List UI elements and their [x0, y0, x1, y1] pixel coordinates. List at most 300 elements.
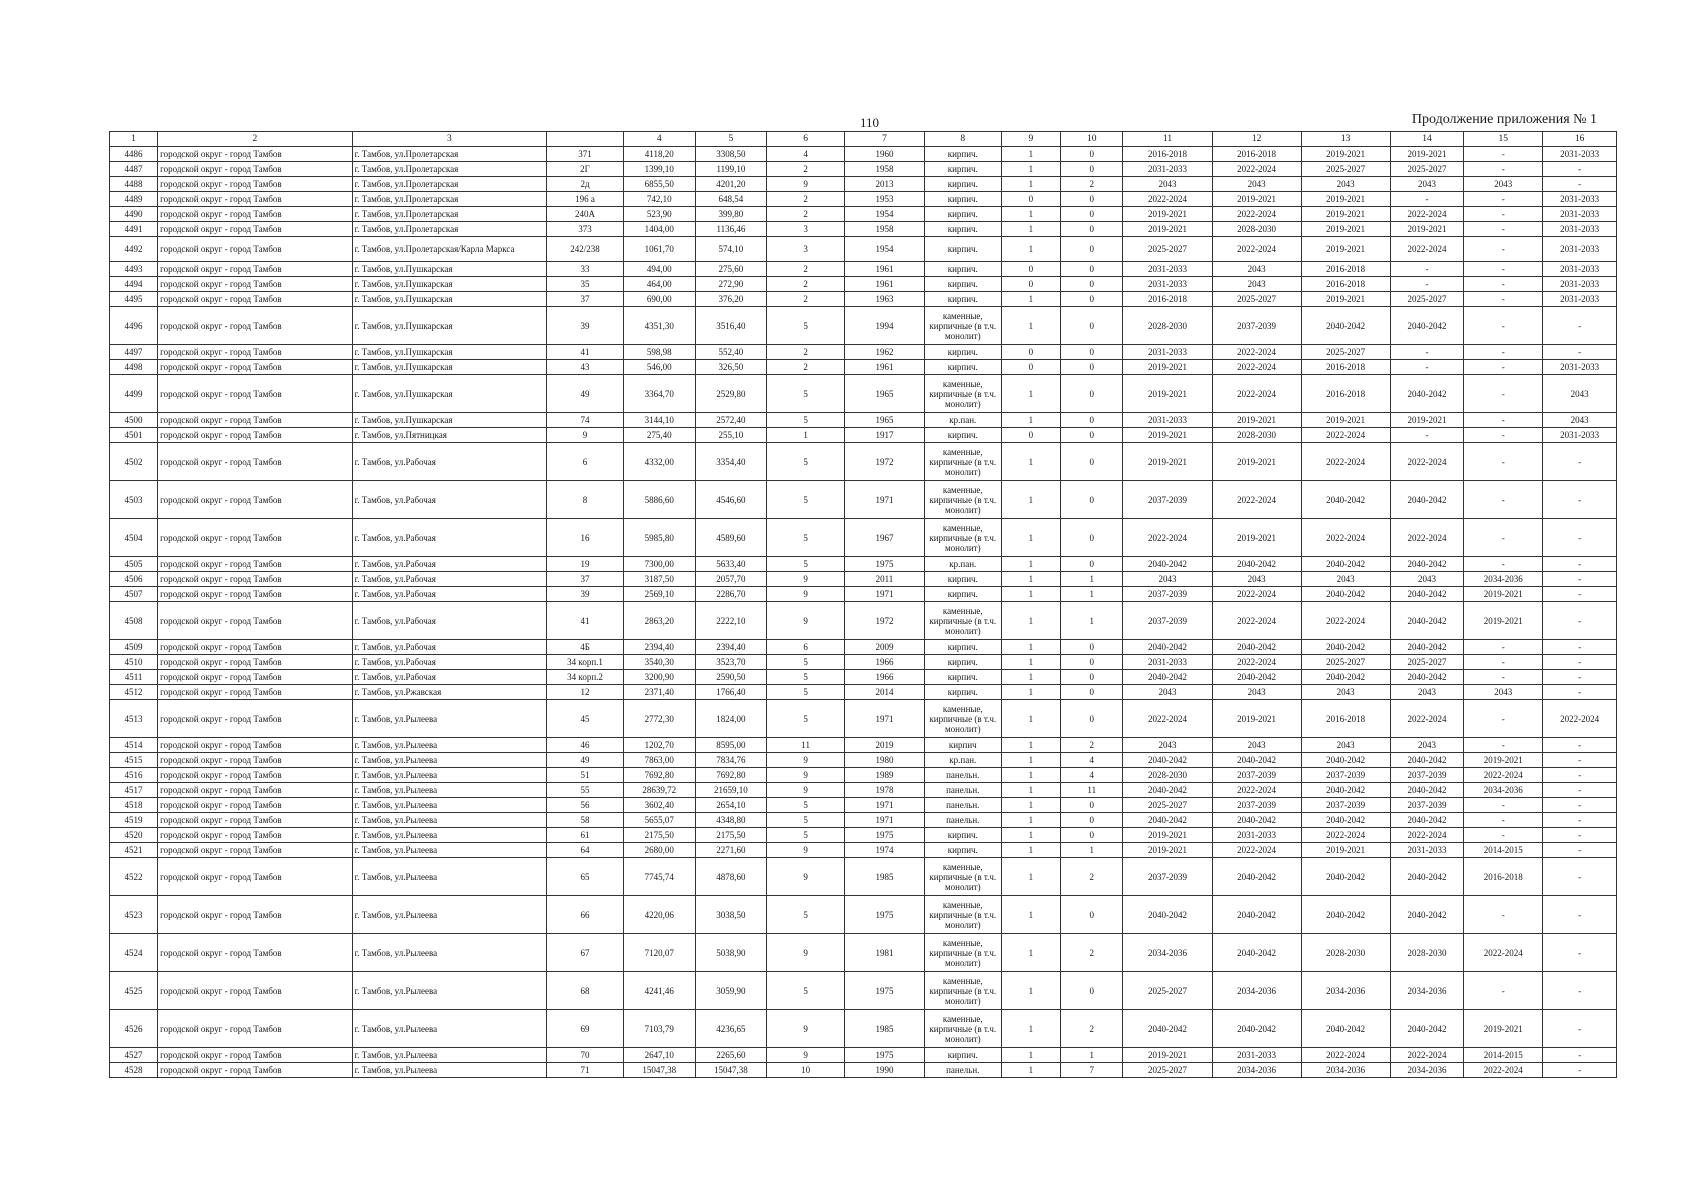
table-cell: 2040-2042 [1123, 896, 1212, 934]
table-cell: 2040-2042 [1212, 858, 1301, 896]
table-cell: 2031-2033 [1543, 428, 1617, 443]
table-cell: 2019-2021 [1464, 753, 1543, 768]
table-cell: 4499 [110, 375, 158, 413]
table-cell: 0 [1061, 670, 1123, 685]
column-header: 2 [158, 132, 353, 147]
table-cell: кирпич. [924, 222, 1001, 237]
table-cell: 2037-2039 [1212, 798, 1301, 813]
table-cell: 0 [1061, 443, 1123, 481]
table-cell: 1975 [845, 896, 925, 934]
table-cell: г. Тамбов, ул.Пятницкая [352, 428, 547, 443]
table-cell: - [1464, 192, 1543, 207]
table-cell: 4528 [110, 1063, 158, 1078]
table-cell: - [1543, 640, 1617, 655]
table-cell: 1985 [845, 858, 925, 896]
table-cell: 21659,10 [695, 783, 767, 798]
table-cell: кирпич. [924, 292, 1001, 307]
table-cell: 2031-2033 [1543, 237, 1617, 262]
table-cell: 2022-2024 [1212, 481, 1301, 519]
table-cell: 2019-2021 [1464, 602, 1543, 640]
column-header: 11 [1123, 132, 1212, 147]
table-cell: 4501 [110, 428, 158, 443]
housing-registry-table [109, 131, 1617, 1078]
table-cell: - [1464, 307, 1543, 345]
table-cell: 242/238 [547, 237, 624, 262]
table-cell: 2043 [1390, 738, 1464, 753]
table-cell: 1 [1001, 843, 1060, 858]
table-cell: 2034-2036 [1464, 783, 1543, 798]
table-cell: 69 [547, 1010, 624, 1048]
table-cell: 5 [767, 685, 845, 700]
table-cell: - [1390, 428, 1464, 443]
table-cell: 0 [1061, 262, 1123, 277]
table-cell: 4526 [110, 1010, 158, 1048]
table-row [110, 1048, 1617, 1063]
table-cell: - [1464, 481, 1543, 519]
table-cell: 2043 [1390, 685, 1464, 700]
table-cell: 9 [767, 1010, 845, 1048]
table-cell: 4498 [110, 360, 158, 375]
table-cell: 49 [547, 375, 624, 413]
table-cell: 2016-2018 [1464, 858, 1543, 896]
table-cell: 2569,10 [623, 587, 695, 602]
table-cell: 2043 [1212, 262, 1301, 277]
table-cell: 2016-2018 [1301, 700, 1390, 738]
table-cell: городской округ - город Тамбов [158, 222, 353, 237]
table-cell: 2863,20 [623, 602, 695, 640]
table-cell: 2040-2042 [1390, 640, 1464, 655]
table-cell: 1953 [845, 192, 925, 207]
table-row [110, 768, 1617, 783]
table-cell: 2040-2042 [1301, 858, 1390, 896]
table-cell: городской округ - город Тамбов [158, 519, 353, 557]
table-cell: 2 [1061, 858, 1123, 896]
table-cell: 12 [547, 685, 624, 700]
table-cell: 2043 [1212, 572, 1301, 587]
table-cell: кирпич. [924, 237, 1001, 262]
table-cell: 4512 [110, 685, 158, 700]
table-row [110, 192, 1617, 207]
table-cell: 1 [1061, 843, 1123, 858]
table-cell: 2286,70 [695, 587, 767, 602]
table-cell: 1 [1001, 896, 1060, 934]
table-cell: 1975 [845, 828, 925, 843]
table-cell: 66 [547, 896, 624, 934]
table-cell: 2022-2024 [1212, 587, 1301, 602]
table-cell: 2016-2018 [1301, 262, 1390, 277]
table-cell: 2031-2033 [1123, 413, 1212, 428]
table-cell: 9 [767, 177, 845, 192]
table-cell: каменные, кирпичные (в т.ч. монолит) [924, 375, 1001, 413]
table-cell: 1917 [845, 428, 925, 443]
table-cell: 1136,46 [695, 222, 767, 237]
table-cell: 2034-2036 [1464, 572, 1543, 587]
table-cell: 0 [1061, 519, 1123, 557]
table-cell: 2037-2039 [1123, 587, 1212, 602]
table-cell: кирпич. [924, 685, 1001, 700]
table-cell: г. Тамбов, ул.Рылеева [352, 858, 547, 896]
table-cell: 55 [547, 783, 624, 798]
table-cell: 2022-2024 [1301, 443, 1390, 481]
table-cell: 1971 [845, 700, 925, 738]
column-header: 14 [1390, 132, 1464, 147]
table-cell: 4487 [110, 162, 158, 177]
table-cell: 4348,80 [695, 813, 767, 828]
table-cell: 5 [767, 798, 845, 813]
table-cell: 2 [767, 207, 845, 222]
table-cell: 1 [1001, 813, 1060, 828]
table-cell: городской округ - город Тамбов [158, 557, 353, 572]
table-cell: 0 [1001, 345, 1060, 360]
table-cell: г. Тамбов, ул.Ржавская [352, 685, 547, 700]
table-cell: кирпич. [924, 147, 1001, 162]
table-cell: 2019-2021 [1123, 428, 1212, 443]
table-cell: 2043 [1543, 375, 1617, 413]
table-cell: 2040-2042 [1301, 640, 1390, 655]
table-cell: каменные, кирпичные (в т.ч. монолит) [924, 700, 1001, 738]
table-cell: 2019-2021 [1212, 519, 1301, 557]
table-cell: 2022-2024 [1212, 602, 1301, 640]
table-cell: г. Тамбов, ул.Пушкарская [352, 262, 547, 277]
table-cell: 2037-2039 [1390, 798, 1464, 813]
table-cell: каменные, кирпичные (в т.ч. монолит) [924, 972, 1001, 1010]
table-cell: - [1464, 375, 1543, 413]
table-cell: каменные, кирпичные (в т.ч. монолит) [924, 443, 1001, 481]
table-cell: 68 [547, 972, 624, 1010]
table-cell: 3364,70 [623, 375, 695, 413]
table-cell: 1971 [845, 798, 925, 813]
table-cell: 2025-2027 [1301, 345, 1390, 360]
table-cell: 2016-2018 [1123, 292, 1212, 307]
table-cell: г. Тамбов, ул.Рабочая [352, 655, 547, 670]
page-number: 110 [860, 115, 880, 130]
column-header: 7 [845, 132, 925, 147]
table-cell: 2019-2021 [1464, 1010, 1543, 1048]
table-cell: 2031-2033 [1123, 277, 1212, 292]
table-cell: 4494 [110, 277, 158, 292]
table-cell: кирпич. [924, 640, 1001, 655]
table-cell: 4523 [110, 896, 158, 934]
table-cell: 2014-2015 [1464, 843, 1543, 858]
table-cell: 2019-2021 [1390, 222, 1464, 237]
table-cell: 9 [767, 587, 845, 602]
table-cell: - [1543, 896, 1617, 934]
table-cell: - [1464, 413, 1543, 428]
table-cell: 2022-2024 [1390, 443, 1464, 481]
table-cell: 67 [547, 934, 624, 972]
table-cell: 1824,00 [695, 700, 767, 738]
table-cell: 5 [767, 557, 845, 572]
table-cell: 2019-2021 [1123, 443, 1212, 481]
table-cell: 2031-2033 [1123, 162, 1212, 177]
table-cell: кирпич [924, 738, 1001, 753]
table-cell: - [1390, 192, 1464, 207]
table-cell: 4490 [110, 207, 158, 222]
table-cell: 70 [547, 1048, 624, 1063]
appendix-caption: Продолжение приложения № 1 [1411, 112, 1597, 127]
table-cell: городской округ - город Тамбов [158, 753, 353, 768]
table-cell: 2040-2042 [1301, 307, 1390, 345]
table-cell: городской округ - город Тамбов [158, 207, 353, 222]
table-cell: 2025-2027 [1390, 292, 1464, 307]
table-cell: - [1543, 572, 1617, 587]
table-cell: 2022-2024 [1212, 843, 1301, 858]
table-cell: г. Тамбов, ул.Рылеева [352, 843, 547, 858]
table-cell: 2022-2024 [1123, 700, 1212, 738]
table-cell: 5 [767, 896, 845, 934]
table-cell: г. Тамбов, ул.Пушкарская [352, 292, 547, 307]
table-cell: 2040-2042 [1301, 587, 1390, 602]
table-cell: 2022-2024 [1301, 1048, 1390, 1063]
table-cell: 2019-2021 [1212, 443, 1301, 481]
table-cell: 2016-2018 [1301, 277, 1390, 292]
table-cell: - [1464, 222, 1543, 237]
table-cell: 2019-2021 [1301, 207, 1390, 222]
table-cell: 2022-2024 [1212, 360, 1301, 375]
table-cell: 2019-2021 [1390, 413, 1464, 428]
table-row [110, 828, 1617, 843]
table-cell: 1981 [845, 934, 925, 972]
table-cell: 3308,50 [695, 147, 767, 162]
table-cell: городской округ - город Тамбов [158, 640, 353, 655]
table-cell: кр.пан. [924, 557, 1001, 572]
table-cell: 2019-2021 [1123, 843, 1212, 858]
table-cell: г. Тамбов, ул.Рабочая [352, 587, 547, 602]
table-cell: 4515 [110, 753, 158, 768]
table-cell: 1961 [845, 277, 925, 292]
column-header: 5 [695, 132, 767, 147]
table-cell: 2034-2036 [1212, 1063, 1301, 1078]
table-row [110, 345, 1617, 360]
table-cell: г. Тамбов, ул.Пушкарская [352, 413, 547, 428]
table-row [110, 519, 1617, 557]
table-cell: 0 [1061, 307, 1123, 345]
table-cell: 1 [1001, 768, 1060, 783]
table-cell: 2019-2021 [1123, 360, 1212, 375]
table-cell: - [1543, 587, 1617, 602]
table-cell: - [1464, 738, 1543, 753]
table-cell: 2031-2033 [1123, 655, 1212, 670]
table-cell: 1 [1061, 1048, 1123, 1063]
table-cell: 4497 [110, 345, 158, 360]
table-cell: 1 [1001, 753, 1060, 768]
table-cell: 2040-2042 [1212, 640, 1301, 655]
table-cell: 2043 [1123, 572, 1212, 587]
table-cell: 1 [1061, 587, 1123, 602]
table-cell: 598,98 [623, 345, 695, 360]
table-cell: 2647,10 [623, 1048, 695, 1063]
table-cell: 56 [547, 798, 624, 813]
table-cell: - [1543, 858, 1617, 896]
table-cell: 1 [1001, 237, 1060, 262]
table-cell: 2019-2021 [1212, 192, 1301, 207]
table-cell: 74 [547, 413, 624, 428]
table-cell: 1 [1001, 147, 1060, 162]
table-cell: 1061,70 [623, 237, 695, 262]
table-cell: городской округ - город Тамбов [158, 670, 353, 685]
table-cell: - [1464, 972, 1543, 1010]
table-cell: 326,50 [695, 360, 767, 375]
table-cell: 2019-2021 [1301, 413, 1390, 428]
table-cell: 2019-2021 [1390, 147, 1464, 162]
table-cell: г. Тамбов, ул.Рылеева [352, 1063, 547, 1078]
table-cell: 2019-2021 [1301, 237, 1390, 262]
table-cell: 10 [767, 1063, 845, 1078]
table-cell: - [1464, 428, 1543, 443]
table-cell: 2 [1061, 934, 1123, 972]
table-cell: городской округ - город Тамбов [158, 360, 353, 375]
table-cell: 2040-2042 [1301, 670, 1390, 685]
table-cell: 4518 [110, 798, 158, 813]
table-cell: - [1543, 768, 1617, 783]
table-cell: 4513 [110, 700, 158, 738]
table-cell: 1985 [845, 1010, 925, 1048]
table-cell: 1 [1001, 207, 1060, 222]
table-row [110, 572, 1617, 587]
table-cell: 1994 [845, 307, 925, 345]
table-cell: 2022-2024 [1543, 700, 1617, 738]
table-cell: 2011 [845, 572, 925, 587]
table-row [110, 277, 1617, 292]
table-cell: 2680,00 [623, 843, 695, 858]
table-cell: - [1464, 896, 1543, 934]
table-cell: городской округ - город Тамбов [158, 828, 353, 843]
table-cell: 2022-2024 [1301, 519, 1390, 557]
table-cell: 2037-2039 [1301, 768, 1390, 783]
table-cell: 0 [1061, 655, 1123, 670]
table-cell: 5 [767, 655, 845, 670]
table-cell: 0 [1061, 222, 1123, 237]
table-cell: 4493 [110, 262, 158, 277]
table-cell: 46 [547, 738, 624, 753]
table-cell: 196 а [547, 192, 624, 207]
table-cell: 2016-2018 [1123, 147, 1212, 162]
table-cell: 19 [547, 557, 624, 572]
table-cell: 0 [1061, 428, 1123, 443]
table-cell: - [1543, 481, 1617, 519]
table-cell: 1961 [845, 360, 925, 375]
table-cell: 494,00 [623, 262, 695, 277]
table-cell: 2043 [1464, 177, 1543, 192]
table-cell: 2175,50 [695, 828, 767, 843]
table-row [110, 670, 1617, 685]
table-row [110, 783, 1617, 798]
table-row [110, 207, 1617, 222]
table-cell: г. Тамбов, ул.Рабочая [352, 602, 547, 640]
table-cell: 6 [547, 443, 624, 481]
table-cell: 5 [767, 443, 845, 481]
table-cell: г. Тамбов, ул.Пролетарская [352, 177, 547, 192]
table-cell: - [1543, 843, 1617, 858]
table-cell: 1 [1001, 640, 1060, 655]
table-cell: 2028-2030 [1390, 934, 1464, 972]
table-cell: г. Тамбов, ул.Рылеева [352, 896, 547, 934]
column-header: 3 [352, 132, 547, 147]
table-cell: 2022-2024 [1390, 519, 1464, 557]
table-cell: - [1543, 813, 1617, 828]
table-cell: 2019-2021 [1123, 1048, 1212, 1063]
table-cell: городской округ - город Тамбов [158, 345, 353, 360]
table-cell: 2040-2042 [1301, 783, 1390, 798]
table-cell: 4520 [110, 828, 158, 843]
table-cell: городской округ - город Тамбов [158, 843, 353, 858]
table-row [110, 700, 1617, 738]
table-row [110, 307, 1617, 345]
table-cell: 5 [767, 481, 845, 519]
table-cell: 4236,65 [695, 1010, 767, 1048]
table-cell: городской округ - город Тамбов [158, 798, 353, 813]
table-cell: 6855,50 [623, 177, 695, 192]
table-cell: 9 [767, 783, 845, 798]
table-cell: 0 [1061, 237, 1123, 262]
table-cell: 2022-2024 [1212, 783, 1301, 798]
table-cell: городской округ - город Тамбов [158, 162, 353, 177]
table-cell: 2014-2015 [1464, 1048, 1543, 1063]
table-cell: 2037-2039 [1390, 768, 1464, 783]
table-cell: 2040-2042 [1212, 896, 1301, 934]
table-cell: 1 [1001, 222, 1060, 237]
table-cell: 2016-2018 [1301, 360, 1390, 375]
table-cell: 2 [767, 192, 845, 207]
table-cell: 2034-2036 [1301, 1063, 1390, 1078]
table-cell: 1972 [845, 602, 925, 640]
table-cell: 4503 [110, 481, 158, 519]
table-cell: 2034-2036 [1301, 972, 1390, 1010]
table-cell: 3540,30 [623, 655, 695, 670]
table-cell: 1 [1001, 375, 1060, 413]
table-row [110, 798, 1617, 813]
table-cell: 2025-2027 [1390, 162, 1464, 177]
table-cell: 2057,70 [695, 572, 767, 587]
table-cell: 4492 [110, 237, 158, 262]
column-header: 10 [1061, 132, 1123, 147]
table-cell: 2019 [845, 738, 925, 753]
table-cell: 1 [1001, 162, 1060, 177]
table-cell: 9 [767, 843, 845, 858]
table-cell: 2028-2030 [1212, 222, 1301, 237]
table-cell: 574,10 [695, 237, 767, 262]
table-cell: г. Тамбов, ул.Рылеева [352, 828, 547, 843]
table-cell: 4507 [110, 587, 158, 602]
table-cell: 2022-2024 [1212, 375, 1301, 413]
table-cell: 2043 [1123, 738, 1212, 753]
table-cell: 1 [1061, 572, 1123, 587]
table-cell: - [1464, 798, 1543, 813]
table-cell: 0 [1061, 557, 1123, 572]
table-cell: 2031-2033 [1212, 1048, 1301, 1063]
column-header: 13 [1301, 132, 1390, 147]
table-cell: 4522 [110, 858, 158, 896]
table-cell: городской округ - город Тамбов [158, 1010, 353, 1048]
table-cell: 2043 [1123, 685, 1212, 700]
table-cell: 275,60 [695, 262, 767, 277]
table-cell: 275,40 [623, 428, 695, 443]
table-cell: 4521 [110, 843, 158, 858]
table-cell: кирпич. [924, 828, 1001, 843]
table-cell: 5 [767, 700, 845, 738]
table-cell: 648,54 [695, 192, 767, 207]
table-cell: 2590,50 [695, 670, 767, 685]
table-cell: 1989 [845, 768, 925, 783]
table-cell: г. Тамбов, ул.Рабочая [352, 519, 547, 557]
table-cell: 2043 [1212, 277, 1301, 292]
table-cell: 2040-2042 [1390, 783, 1464, 798]
table-cell: 2040-2042 [1390, 602, 1464, 640]
table-cell: - [1390, 345, 1464, 360]
table-cell: г. Тамбов, ул.Пролетарская [352, 207, 547, 222]
table-cell: городской округ - город Тамбов [158, 700, 353, 738]
table-cell: 1 [767, 428, 845, 443]
